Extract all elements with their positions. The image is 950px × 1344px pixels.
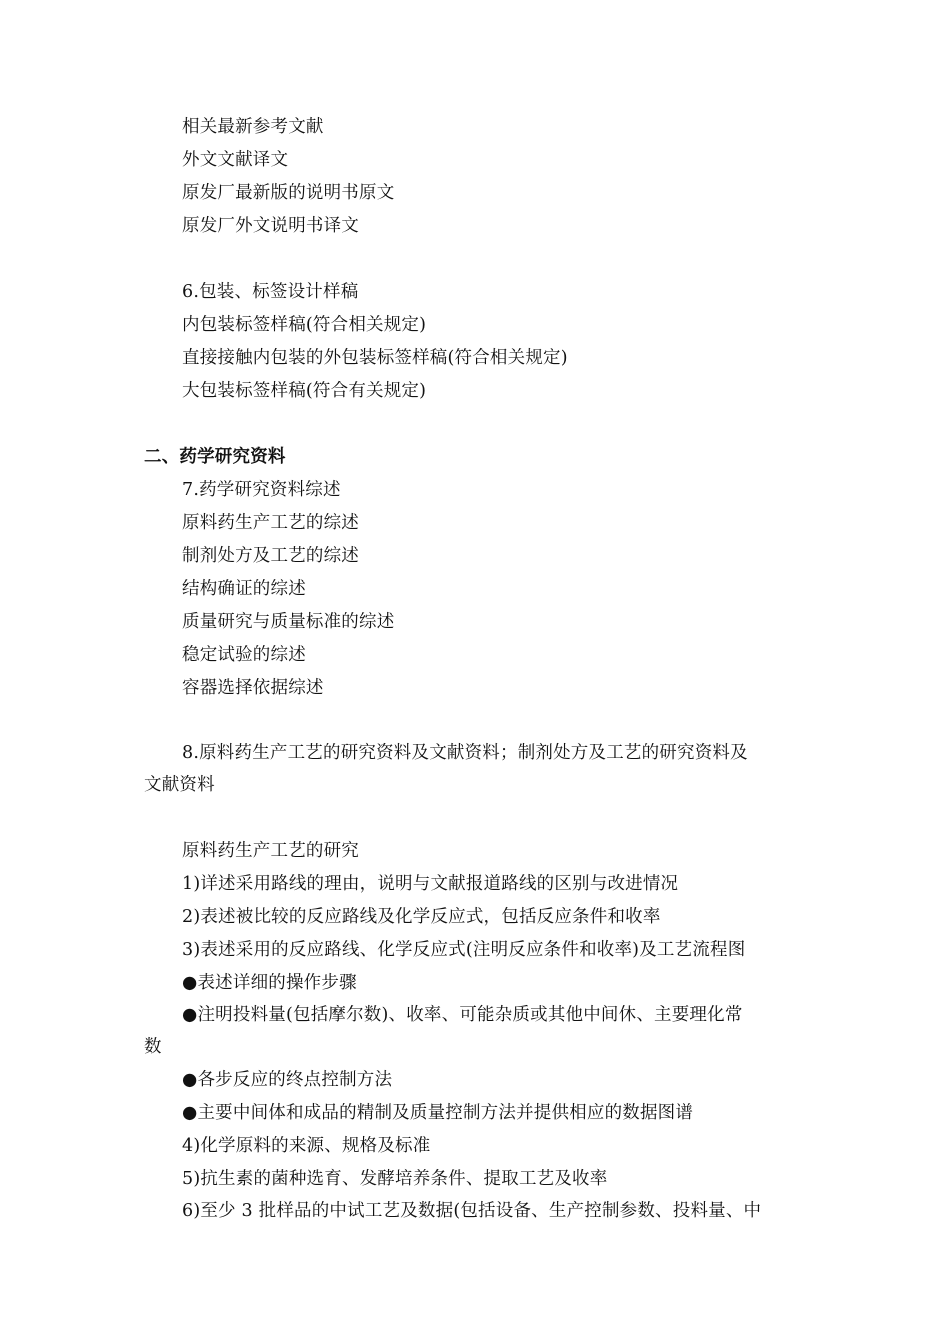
- item6-title: 6.包装、标签设计样稿: [182, 282, 359, 302]
- bullet-feed-amount-line2: 数: [144, 1037, 162, 1057]
- item6-line-large-label: 大包装标签样稿(符合有关规定): [182, 381, 427, 401]
- bullet-refining-quality: ●主要中间体和成品的精制及质量控制方法并提供相应的数据图谱: [182, 1103, 694, 1123]
- process-point-4: 4)化学原料的来源、规格及标准: [182, 1136, 431, 1156]
- process-point-5: 5)抗生素的菌种选育、发酵培养条件、提取工艺及收率: [182, 1169, 608, 1189]
- item6-line-inner-label: 内包装标签样稿(符合相关规定): [182, 315, 427, 335]
- item7-line: 质量研究与质量标准的综述: [182, 612, 395, 632]
- bullet-feed-amount-line1: ●注明投料量(包括摩尔数)、收率、可能杂质或其他中间休、主要理化常: [182, 1005, 743, 1025]
- ref-latest-literature: 相关最新参考文献: [182, 117, 324, 137]
- item8-line2: 文献资料: [144, 775, 215, 795]
- item7-title: 7.药学研究资料综述: [182, 480, 341, 500]
- item7-line: 结构确证的综述: [182, 579, 306, 599]
- process-point-2: 2)表述被比较的反应路线及化学反应式，包括反应条件和收率: [182, 907, 661, 927]
- item7-line: 制剂处方及工艺的综述: [182, 546, 359, 566]
- item7-line: 稳定试验的综述: [182, 645, 306, 665]
- process-point-6: 6)至少 3 批样品的中试工艺及数据(包括设备、生产控制参数、投料量、中: [182, 1201, 762, 1221]
- item6-line-outer-label: 直接接触内包装的外包装标签样稿(符合相关规定): [182, 348, 568, 368]
- item7-line: 容器选择依据综述: [182, 678, 324, 698]
- bullet-operation-steps: ●表述详细的操作步骤: [182, 973, 357, 993]
- bullet-endpoint-control: ●各步反应的终点控制方法: [182, 1070, 393, 1090]
- process-point-3: 3)表述采用的反应路线、化学反应式(注明反应条件和收率)及工艺流程图: [182, 940, 746, 960]
- original-manual-translation: 原发厂外文说明书译文: [182, 216, 359, 236]
- foreign-literature-translation: 外文文献译文: [182, 150, 289, 170]
- section2-heading: 二、药学研究资料: [144, 447, 286, 467]
- item8-line1: 8.原料药生产工艺的研究资料及文献资料；制剂处方及工艺的研究资料及: [182, 743, 748, 763]
- original-manual: 原发厂最新版的说明书原文: [182, 183, 395, 203]
- process-title: 原料药生产工艺的研究: [182, 841, 359, 861]
- process-point-1: 1)详述采用路线的理由，说明与文献报道路线的区别与改进情况: [182, 874, 679, 894]
- item7-line: 原料药生产工艺的综述: [182, 513, 359, 533]
